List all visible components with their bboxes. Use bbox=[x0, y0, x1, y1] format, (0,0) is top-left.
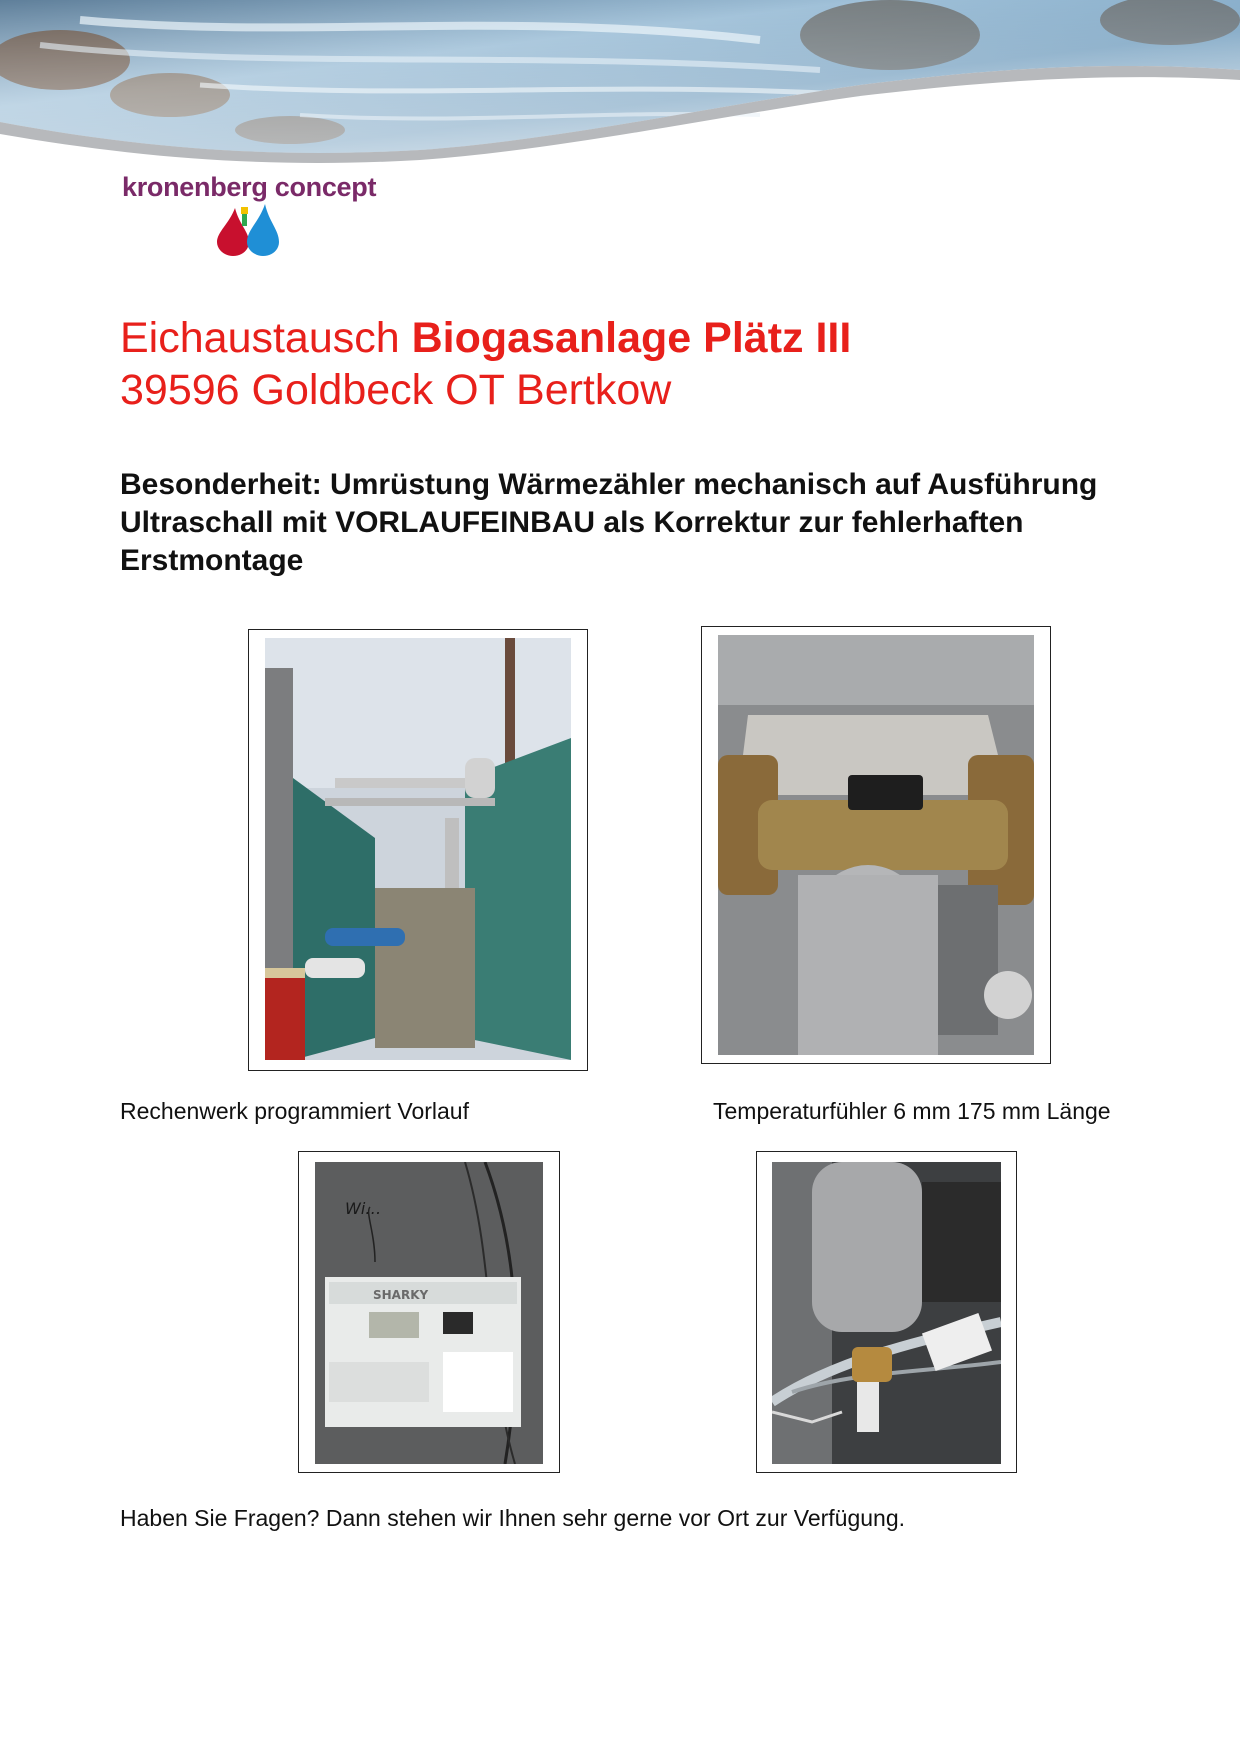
contact-note: Haben Sie Fragen? Dann stehen wir Ihnen sehr gerne vor Ort zur Verfügung. bbox=[120, 1505, 906, 1531]
special-note-heading: Besonderheit: Umrüstung Wärmezähler mechanisch auf Ausführung Ultraschall mit VORLAUFEINBAU als Korrektur zur fehlerhaften Erstmontage bbox=[120, 468, 1098, 577]
heat-meter-photo bbox=[315, 1162, 543, 1464]
photo-frame-heat-meter bbox=[298, 1151, 560, 1473]
temperature-sensor-photo bbox=[772, 1162, 1001, 1464]
photo-frame-plant bbox=[248, 629, 588, 1071]
handwriting-note: Wi… bbox=[345, 1199, 382, 1218]
title-plant-name: Biogasanlage Plätz III bbox=[411, 314, 852, 362]
photo-frame-sensor bbox=[756, 1151, 1017, 1473]
water-drops-icon bbox=[205, 202, 315, 257]
title-location: 39596 Goldbeck OT Bertkow bbox=[120, 366, 672, 414]
biogas-plant-photo bbox=[265, 638, 571, 1060]
logo-wordmark: kronenberg concept bbox=[122, 172, 377, 202]
title-line-1 bbox=[120, 312, 1180, 364]
document-title bbox=[120, 312, 1180, 416]
title-prefix: Eichaustausch bbox=[120, 314, 412, 362]
caption-temperature-sensor: Temperaturfühler 6 mm 175 mm Länge bbox=[713, 1098, 1111, 1124]
photo-frame-meter bbox=[701, 626, 1051, 1064]
company-logo bbox=[120, 172, 410, 257]
caption-calculator: Rechenwerk programmiert Vorlauf bbox=[120, 1098, 469, 1124]
meter-brand-label: SHARKY bbox=[373, 1288, 429, 1302]
header-water-banner bbox=[0, 0, 1240, 170]
flow-meter-photo bbox=[718, 635, 1034, 1055]
